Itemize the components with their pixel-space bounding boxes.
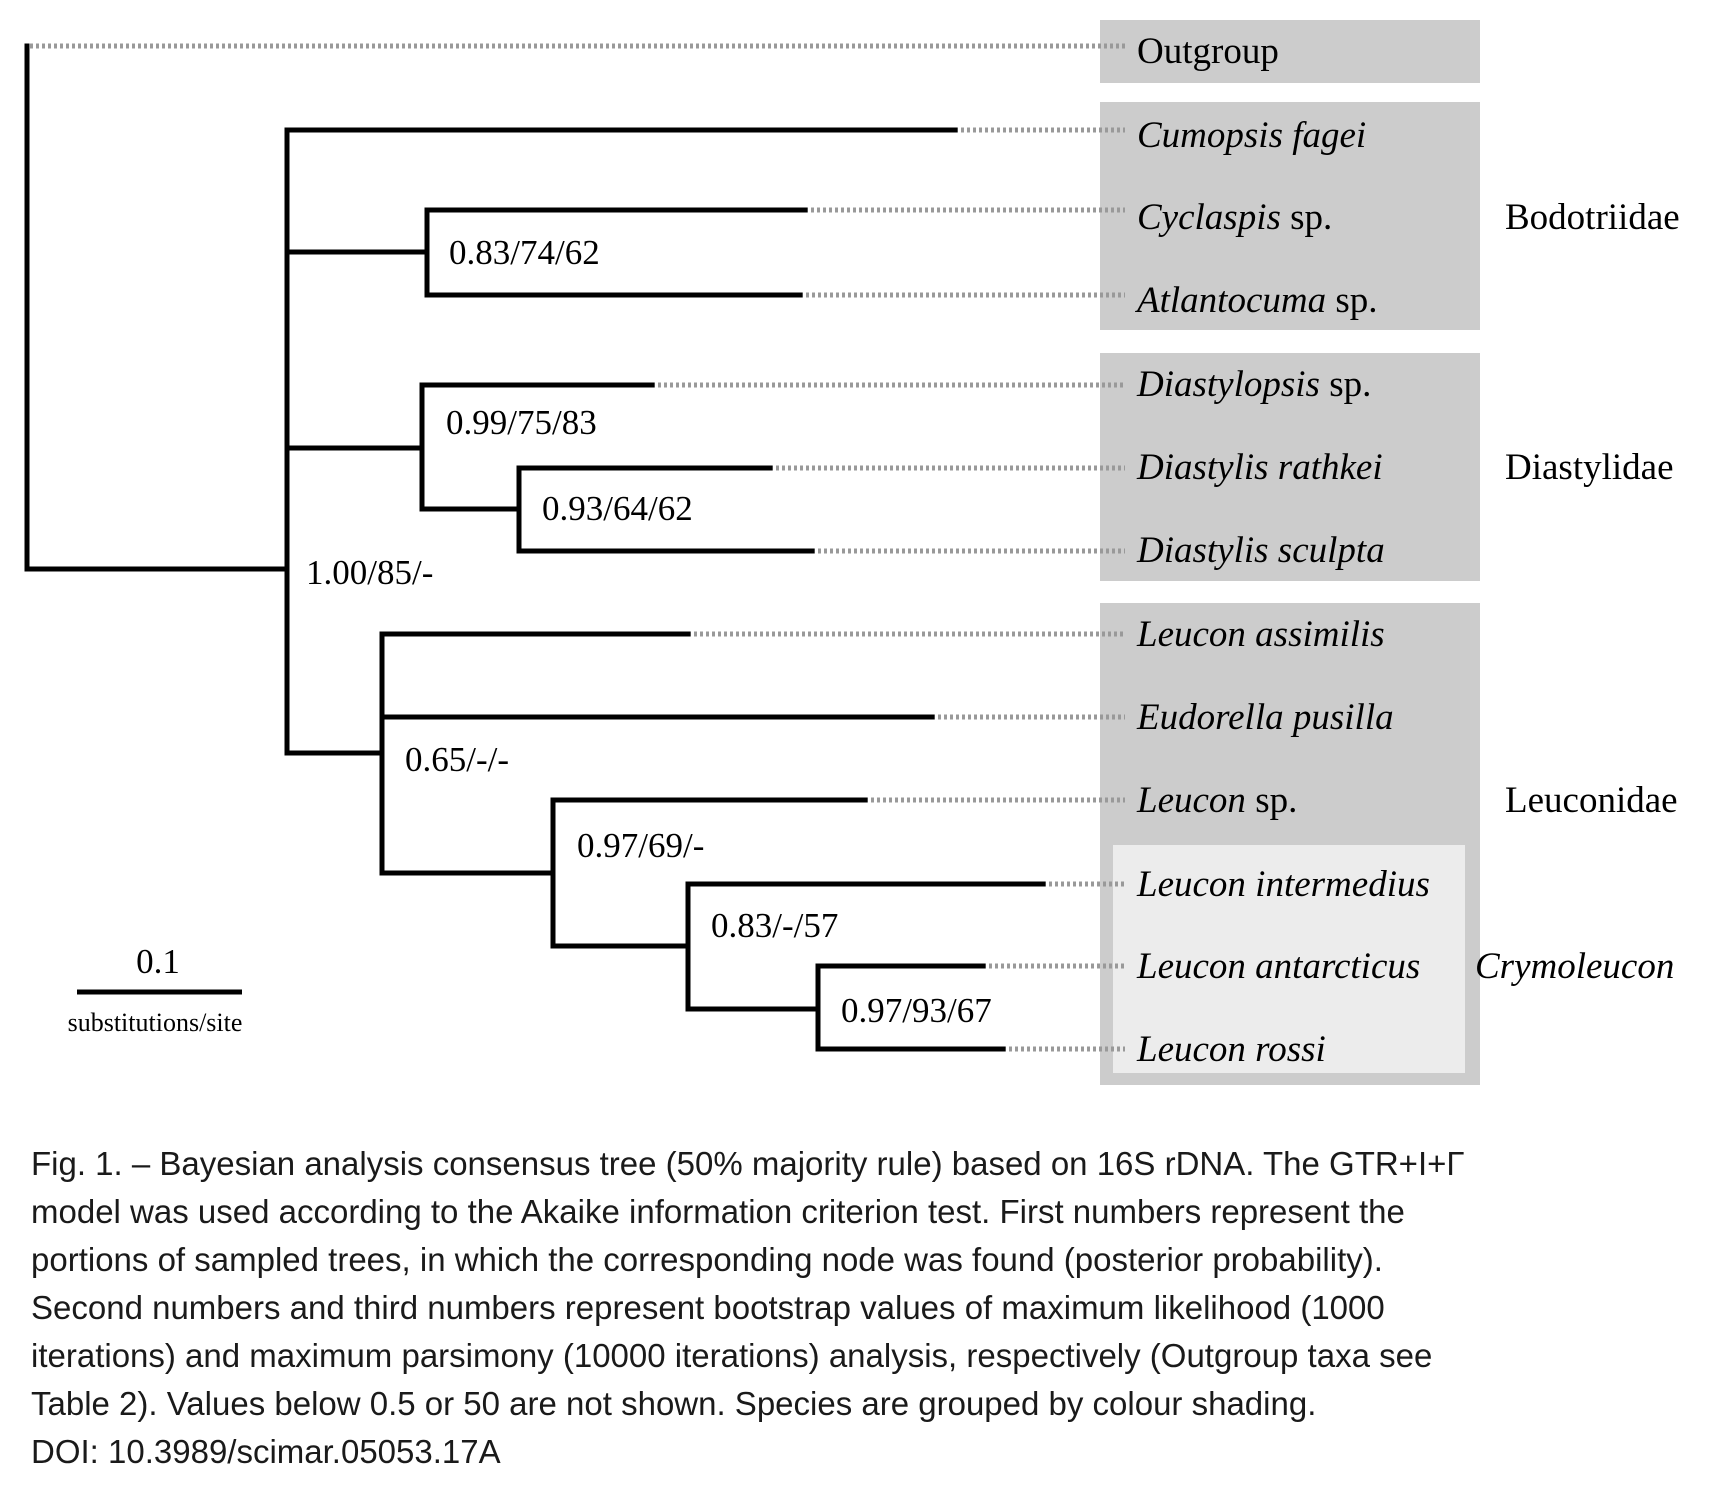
scale-bar (68, 942, 243, 1037)
support-diastylidae: 0.99/75/83 (446, 403, 597, 442)
group-label-diastylidae: Diastylidae (1505, 447, 1674, 488)
support-crymoleucon: 0.83/-/57 (711, 906, 839, 945)
scale-bar-value: 0.1 (136, 942, 180, 981)
taxon-diastylopsis (1136, 364, 1371, 405)
taxon-sculpta-name: Diastylis sculpta (1137, 530, 1385, 571)
taxon-rathkei-name: Diastylis rathkei (1137, 447, 1383, 488)
taxon-leucon-antarcticus (1136, 946, 1420, 987)
taxon-diastylis-sculpta (1136, 530, 1385, 571)
caption-line: Table 2). Values below 0.5 or 50 are not shown. Species are grouped by colour shading. (31, 1385, 1317, 1422)
taxon-diastylopsis-suffix: sp. (1319, 364, 1372, 405)
scale-bar-unit: substitutions/site (67, 1008, 243, 1037)
support-cyclaspis-atlantocuma: 0.83/74/62 (449, 233, 600, 272)
caption-line: Second numbers and third numbers represent bootstrap values of maximum likelihood (1000 (31, 1289, 1385, 1326)
taxon-outgroup (1137, 31, 1279, 72)
taxon-cumopsis-name: Cumopsis fagei (1137, 115, 1367, 156)
support-ingroup: 1.00/85/- (306, 553, 434, 592)
taxon-cyclaspis-name: Cyclaspis (1137, 197, 1281, 238)
tree-branches (27, 46, 1043, 1049)
support-diastylis: 0.93/64/62 (542, 489, 693, 528)
taxon-cyclaspis-suffix: sp. (1280, 197, 1333, 238)
taxon-leucon-rossi (1136, 1029, 1326, 1070)
support-leuconidae: 0.65/-/- (405, 740, 510, 779)
caption-line: model was used according to the Akaike information criterion test. First numbers represent the (31, 1193, 1405, 1230)
group-label-crymoleucon: Crymoleucon (1475, 946, 1675, 987)
taxon-rossi-name: Leucon rossi (1137, 1029, 1326, 1070)
support-antarcticus-rossi: 0.97/93/67 (841, 991, 992, 1030)
caption-line: portions of sampled trees, in which the corresponding node was found (posterior probability). (31, 1241, 1383, 1278)
caption-line: iterations) and maximum parsimony (10000 iterations) analysis, respectively (Outgroup taxa see (31, 1337, 1433, 1374)
taxon-leucon-intermedius (1136, 864, 1430, 905)
taxon-eudorella-name: Eudorella pusilla (1137, 697, 1394, 738)
caption-line: Fig. 1. – Bayesian analysis consensus tree (50% majority rule) based on 16S rDNA. The GTR+I+Γ (31, 1145, 1465, 1182)
group-label-bodotriidae: Bodotriidae (1505, 197, 1680, 238)
taxon-cumopsis-fagei (1137, 115, 1366, 156)
taxon-leucon-sp-suffix: sp. (1245, 780, 1298, 821)
support-leucon-sp-clade: 0.97/69/- (577, 826, 705, 865)
taxon-outgroup-name: Outgroup (1137, 31, 1279, 72)
taxon-eudorella-pusilla (1136, 697, 1394, 738)
caption-line: DOI: 10.3989/scimar.05053.17A (31, 1433, 501, 1470)
dotted-extensions (30, 46, 1125, 1049)
taxon-leucon-sp-name: Leucon (1137, 780, 1246, 821)
taxon-diastylis-rathkei (1136, 447, 1383, 488)
taxon-cyclaspis (1137, 197, 1332, 238)
taxon-antarcticus-name: Leucon antarcticus (1137, 946, 1421, 987)
group-label-leuconidae: Leuconidae (1505, 780, 1678, 821)
taxon-leucon-assimilis (1136, 614, 1385, 655)
taxon-leucon-sp (1136, 780, 1297, 821)
taxon-intermedius-name: Leucon intermedius (1137, 864, 1430, 905)
taxon-atlantocuma-suffix: sp. (1326, 280, 1378, 321)
taxon-diastylopsis-name: Diastylopsis (1137, 364, 1320, 405)
taxon-atlantocuma (1134, 280, 1378, 321)
taxon-assimilis-name: Leucon assimilis (1137, 614, 1385, 655)
figure-caption (31, 1140, 1711, 1476)
taxon-atlantocuma-name: Atlantocuma (1137, 280, 1327, 321)
